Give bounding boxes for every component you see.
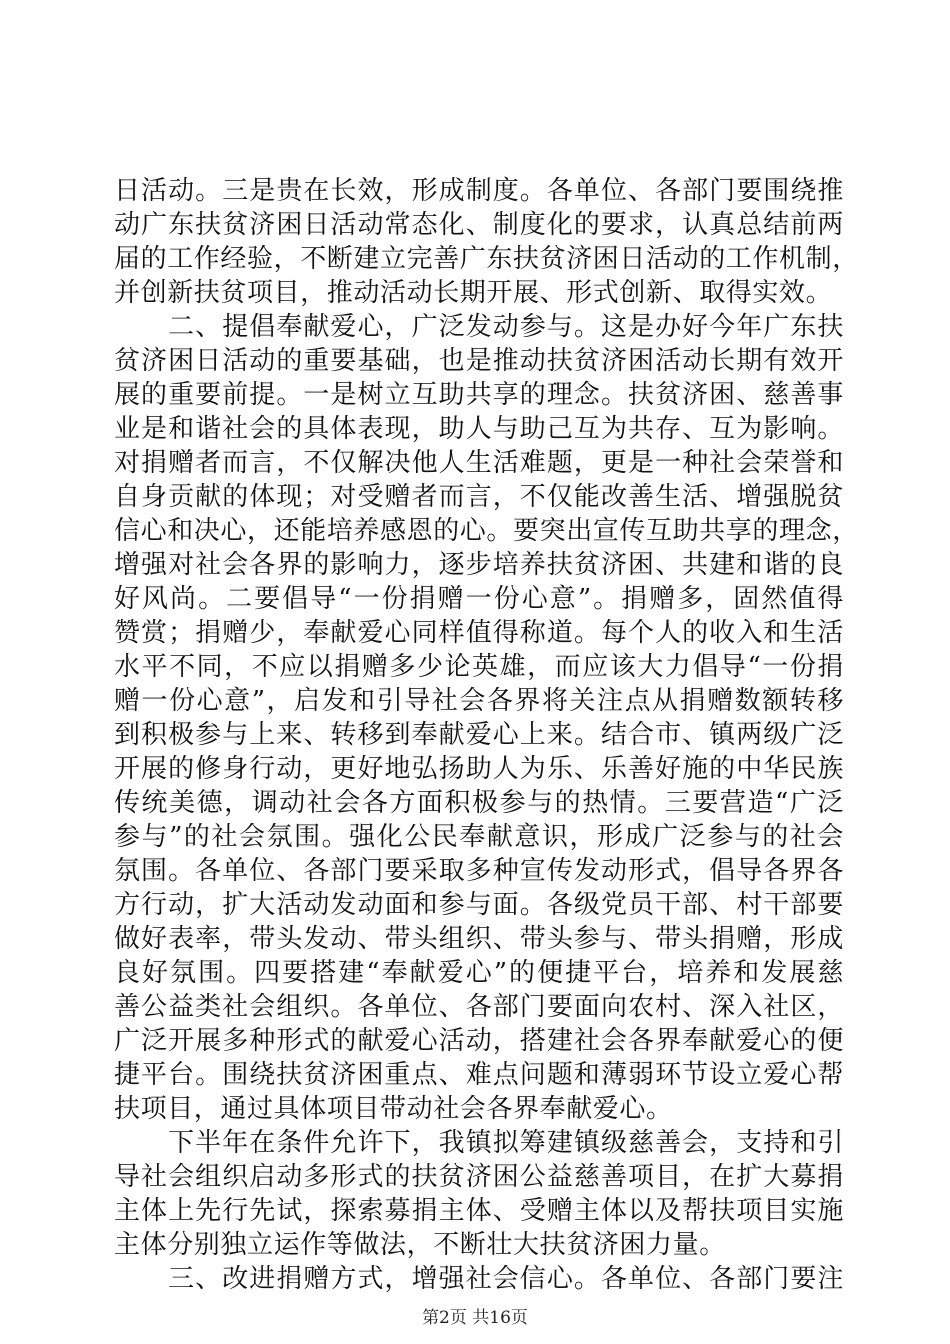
text-line: 并创新扶贫项目，推动活动长期开展、形式创新、取得实效。 (114, 278, 833, 308)
text-line: 扶项目，通过具体项目带动社会各界奉献爱心。 (114, 1094, 673, 1124)
text-line: 善公益类社会组织。各单位、各部门要面向农村、深入社区， (114, 992, 844, 1022)
text-line: 导社会组织启动多形式的扶贫济困公益慈善项目，在扩大募捐 (114, 1162, 844, 1192)
text-line: 届的工作经验，不断建立完善广东扶贫济困日活动的工作机制， (114, 244, 859, 274)
text-line: 二、提倡奉献爱心，广泛发动参与。这是办好今年广东扶 (114, 312, 844, 342)
text-line: 对捐赠者而言，不仅解决他人生活难题，更是一种社会荣誉和 (114, 448, 844, 478)
text-line: 信心和决心，还能培养感恩的心。要突出宣传互助共享的理念， (114, 516, 859, 546)
text-line: 方行动，扩大活动发动面和参与面。各级党员干部、村干部要 (114, 890, 844, 920)
text-line: 良好氛围。四要搭建“奉献爱心”的便捷平台，培养和发展慈 (114, 958, 844, 988)
text-line: 增强对社会各界的影响力，逐步培养扶贫济困、共建和谐的良 (114, 550, 844, 580)
text-line: 下半年在条件允许下，我镇拟筹建镇级慈善会，支持和引 (114, 1128, 844, 1158)
text-line: 做好表率，带头发动、带头组织、带头参与、带头捐赠，形成 (114, 924, 844, 954)
text-line: 日活动。三是贵在长效，形成制度。各单位、各部门要围绕推 (114, 176, 844, 206)
text-line: 贫济困日活动的重要基础，也是推动扶贫济困活动长期有效开 (114, 346, 844, 376)
text-line: 动广东扶贫济困日活动常态化、制度化的要求，认真总结前两 (114, 210, 844, 240)
text-line: 自身贡献的体现；对受赠者而言，不仅能改善生活、增强脱贫 (114, 482, 844, 512)
text-line: 展的重要前提。一是树立互助共享的理念。扶贫济困、慈善事 (114, 380, 844, 410)
text-line: 主体分别独立运作等做法，不断壮大扶贫济困力量。 (114, 1230, 726, 1260)
text-line: 业是和谐社会的具体表现，助人与助己互为共存、互为影响。 (114, 414, 844, 444)
text-line: 三、改进捐赠方式，增强社会信心。各单位、各部门要注 (114, 1264, 844, 1294)
text-line: 到积极参与上来、转移到奉献爱心上来。结合市、镇两级广泛 (114, 720, 844, 750)
text-line: 好风尚。二要倡导“一份捐赠一份心意”。捐赠多，固然值得 (114, 584, 844, 614)
text-line: 水平不同，不应以捐赠多少论英雄，而应该大力倡导“一份捐 (114, 652, 844, 682)
text-line: 捷平台。围绕扶贫济困重点、难点问题和薄弱环节设立爱心帮 (114, 1060, 844, 1090)
text-line: 主体上先行先试，探索募捐主体、受赠主体以及帮扶项目实施 (114, 1196, 844, 1226)
text-line: 广泛开展多种形式的献爱心活动，搭建社会各界奉献爱心的便 (114, 1026, 844, 1056)
text-line: 传统美德，调动社会各方面积极参与的热情。三要营造“广泛 (114, 788, 844, 818)
text-line: 氛围。各单位、各部门要采取多种宣传发动形式，倡导各界各 (114, 856, 844, 886)
text-line: 赠一份心意”，启发和引导社会各界将关注点从捐赠数额转移 (114, 686, 844, 716)
text-line: 赞赏；捐赠少，奉献爱心同样值得称道。每个人的收入和生活 (114, 618, 844, 648)
text-line: 参与”的社会氛围。强化公民奉献意识，形成广泛参与的社会 (114, 822, 844, 852)
page-footer: 第2页 共16页 (422, 1308, 528, 1328)
text-line: 开展的修身行动，更好地弘扬助人为乐、乐善好施的中华民族 (114, 754, 844, 784)
